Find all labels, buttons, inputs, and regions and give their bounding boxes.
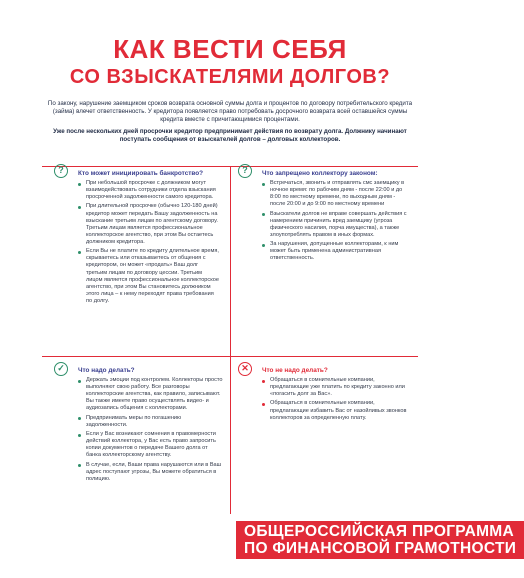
program-logo: [236, 521, 524, 559]
question-icon: ?: [238, 164, 252, 178]
intro-text: [42, 100, 418, 147]
bankruptcy-list: [78, 180, 220, 307]
list-item: Встречаться, звонить и отправлять смс заемщику в ночное время: по рабочим дням - после 22:00 и до 8:00 по местному времени, по выходным дням - после 20:00 и до 9:00 по местному времени: [262, 180, 412, 208]
list-item: При небольшой просрочке с должником могут взаимодействовать сотрудники отдела взыскания просроченной задолженности самого кредитора.: [78, 180, 220, 201]
program-logo-line-2: ПО ФИНАНСОВОЙ ГРАМОТНОСТИ: [244, 540, 517, 557]
forbidden-heading: Что запрещено коллектору законом:: [262, 170, 378, 177]
cross-icon: ✕: [238, 362, 252, 376]
list-item: Если у Вас возникают сомнения в правомерности действий коллектора, у Вас есть право запросить копии документов о передаче Вашего долга от банка коллекторскому агентству.: [78, 431, 224, 459]
divider-vertical-bottom: [230, 356, 231, 514]
program-logo-line-1: ОБЩЕРОССИЙСКАЯ ПРОГРАММА: [244, 523, 514, 540]
list-item: При длительной просрочке (обычно 120-180 дней) кредитор может передать Вашу задолженность на взыскание третьим лицам по агентскому договору. Третьим лицам является профессиональное коллекторское агентство, при этом Вы остаетесь должником кредитора.: [78, 203, 220, 246]
list-item: Если Вы не платите по кредиту длительное время, скрываетесь или отказываетесь от общения с кредитором, он может «продать» Ваш долг третьим лицам по договору цессии. Третьим лицом является профессиональное коллекторское агентство, при этом Вы становитесь должником этого лица – к нему переходят права требования по долгу.: [78, 248, 220, 305]
bankruptcy-heading: Кто может инициировать банкротство?: [78, 170, 204, 177]
list-item: В случае, если, Ваши права нарушаются или в Ваш адрес поступают угрозы, Вы можете обратиться в полицию.: [78, 462, 224, 483]
nottodo-list: [262, 377, 410, 424]
todo-list: [78, 377, 224, 485]
list-item: Обращаться в сомнительные компании, предлагающие избавить Вас от назойливых звонков коллекторов за определенную плату.: [262, 400, 410, 421]
intro-paragraph-1: По закону, нарушение заемщиком сроков возврата основной суммы долга и процентов по договору потребительского кредита (займа) влечет ответственность. У кредитора появляется право потребовать досрочного возврата всей оставшейся суммы кредита вместе с причитающимися процентами.: [47, 100, 413, 124]
nottodo-heading: Что не надо делать?: [262, 367, 328, 374]
list-item: Взыскатели долгов не вправе совершать действия с намерением причинить вред заемщику (угроза физического насилия, порча имущества), а также злоупотреблять правом в иных формах.: [262, 211, 412, 239]
list-item: За нарушения, допущенные коллекторами, к ним может быть применена административная ответственность.: [262, 241, 412, 262]
todo-heading: Что надо делать?: [78, 367, 135, 374]
intro-paragraph-2: Уже после нескольких дней просрочки кредитор предпринимает действия по возврату долга. Должнику начинают поступать сообщения от взыскателей долгов – долговых коллекторов.: [53, 127, 407, 143]
question-icon: ?: [54, 164, 68, 178]
checkmark-icon: ✓: [54, 362, 68, 376]
list-item: Предпринимать меры по погашению задолженности.: [78, 415, 224, 429]
page-title-line-2: СО ВЗЫСКАТЕЛЯМИ ДОЛГОВ?: [69, 66, 391, 88]
list-item: Держать эмоции под контролем. Коллекторы просто выполняют свою работу. Все разговоры коллекторские агентства, как правило, записывают. Вы также имеете право осуществлять видео- и аудиозапись общения с коллекторами.: [78, 377, 224, 412]
divider-vertical-top: [230, 166, 231, 356]
forbidden-list: [262, 180, 412, 265]
list-item: Обращаться в сомнительные компании, предлагающие уже платить по кредиту законно или «погасить долг за Вас».: [262, 377, 410, 398]
page-title-line-1: КАК ВЕСТИ СЕБЯ: [113, 34, 347, 64]
